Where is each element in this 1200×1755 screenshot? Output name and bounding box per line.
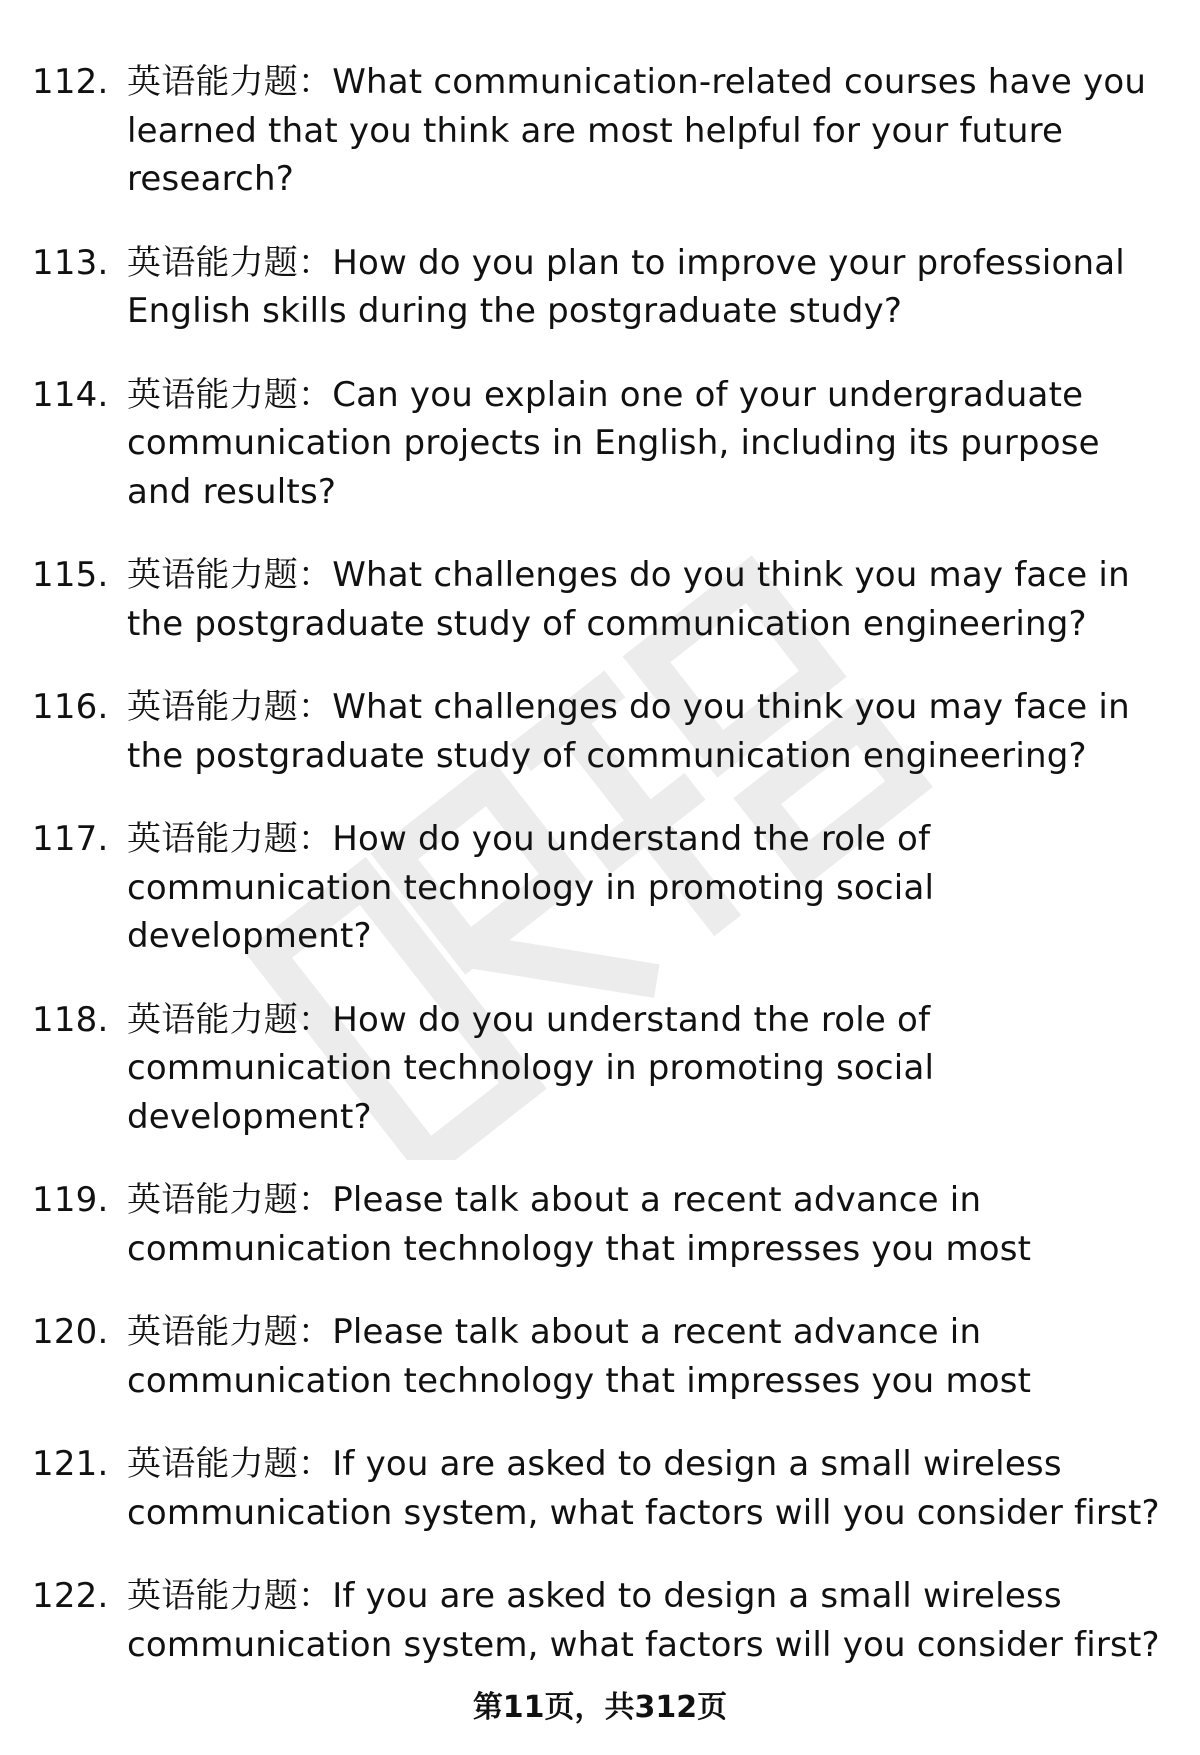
question-list: [32, 58, 1162, 1704]
question-text: How do you understand the role of communication technology in promoting social development?: [127, 819, 935, 956]
question-text: What communication-related courses have you learned that you think are most helpful for your future research?: [127, 62, 1147, 199]
question-item: [32, 815, 1162, 961]
question-number: 113.: [32, 242, 109, 283]
question-tag: 英语能力题：: [127, 242, 333, 283]
question-item: [32, 58, 1162, 204]
question-number: 117.: [32, 819, 109, 859]
question-text: Can you explain one of your undergraduate communication projects in English, including its purpose and results?: [127, 374, 1100, 512]
question-text: How do you understand the role of communication technology in promoting social development?: [127, 999, 935, 1137]
question-item: [32, 551, 1162, 648]
question-tag: 英语能力题：: [127, 1444, 333, 1484]
question-number: 118.: [32, 999, 109, 1040]
question-tag: 英语能力题：: [127, 999, 333, 1040]
question-item: [32, 239, 1162, 336]
question-text: What challenges do you think you may face in the postgraduate study of communication engineering?: [127, 687, 1130, 776]
question-tag: 英语能力题：: [127, 819, 333, 859]
question-number: 120.: [32, 1312, 109, 1352]
question-number: 114.: [32, 374, 109, 415]
question-text: If you are asked to design a small wireless communication system, what factors will you consider first?: [127, 1444, 1160, 1533]
question-number: 122.: [32, 1576, 109, 1616]
question-number: 112.: [32, 62, 109, 102]
question-tag: 英语能力题：: [127, 1312, 333, 1352]
question-tag: 英语能力题：: [127, 374, 333, 415]
question-text: If you are asked to design a small wireless communication system, what factors will you consider first?: [127, 1576, 1160, 1665]
question-tag: 英语能力题：: [127, 555, 333, 595]
question-item: [32, 1572, 1162, 1669]
question-text: Please talk about a recent advance in communication technology that impresses you most: [127, 1180, 1032, 1269]
question-tag: 英语能力题：: [127, 1180, 333, 1220]
question-item: [32, 1440, 1162, 1537]
question-item: [32, 1176, 1162, 1273]
page-footer: 第11页，共312页: [472, 1690, 728, 1725]
question-text: What challenges do you think you may face in the postgraduate study of communication engineering?: [127, 555, 1130, 644]
question-number: 119.: [32, 1180, 109, 1220]
question-item: [32, 371, 1162, 517]
question-tag: 英语能力题：: [127, 62, 333, 102]
question-number: 115.: [32, 555, 109, 595]
question-number: 121.: [32, 1444, 109, 1484]
question-item: [32, 996, 1162, 1142]
question-tag: 英语能力题：: [127, 1576, 333, 1616]
question-number: 116.: [32, 687, 109, 727]
question-item: [32, 1308, 1162, 1405]
question-text: How do you plan to improve your professional English skills during the postgraduate study?: [127, 242, 1125, 331]
question-tag: 英语能力题：: [127, 687, 333, 727]
question-item: [32, 683, 1162, 780]
question-text: Please talk about a recent advance in communication technology that impresses you most: [127, 1312, 1032, 1401]
